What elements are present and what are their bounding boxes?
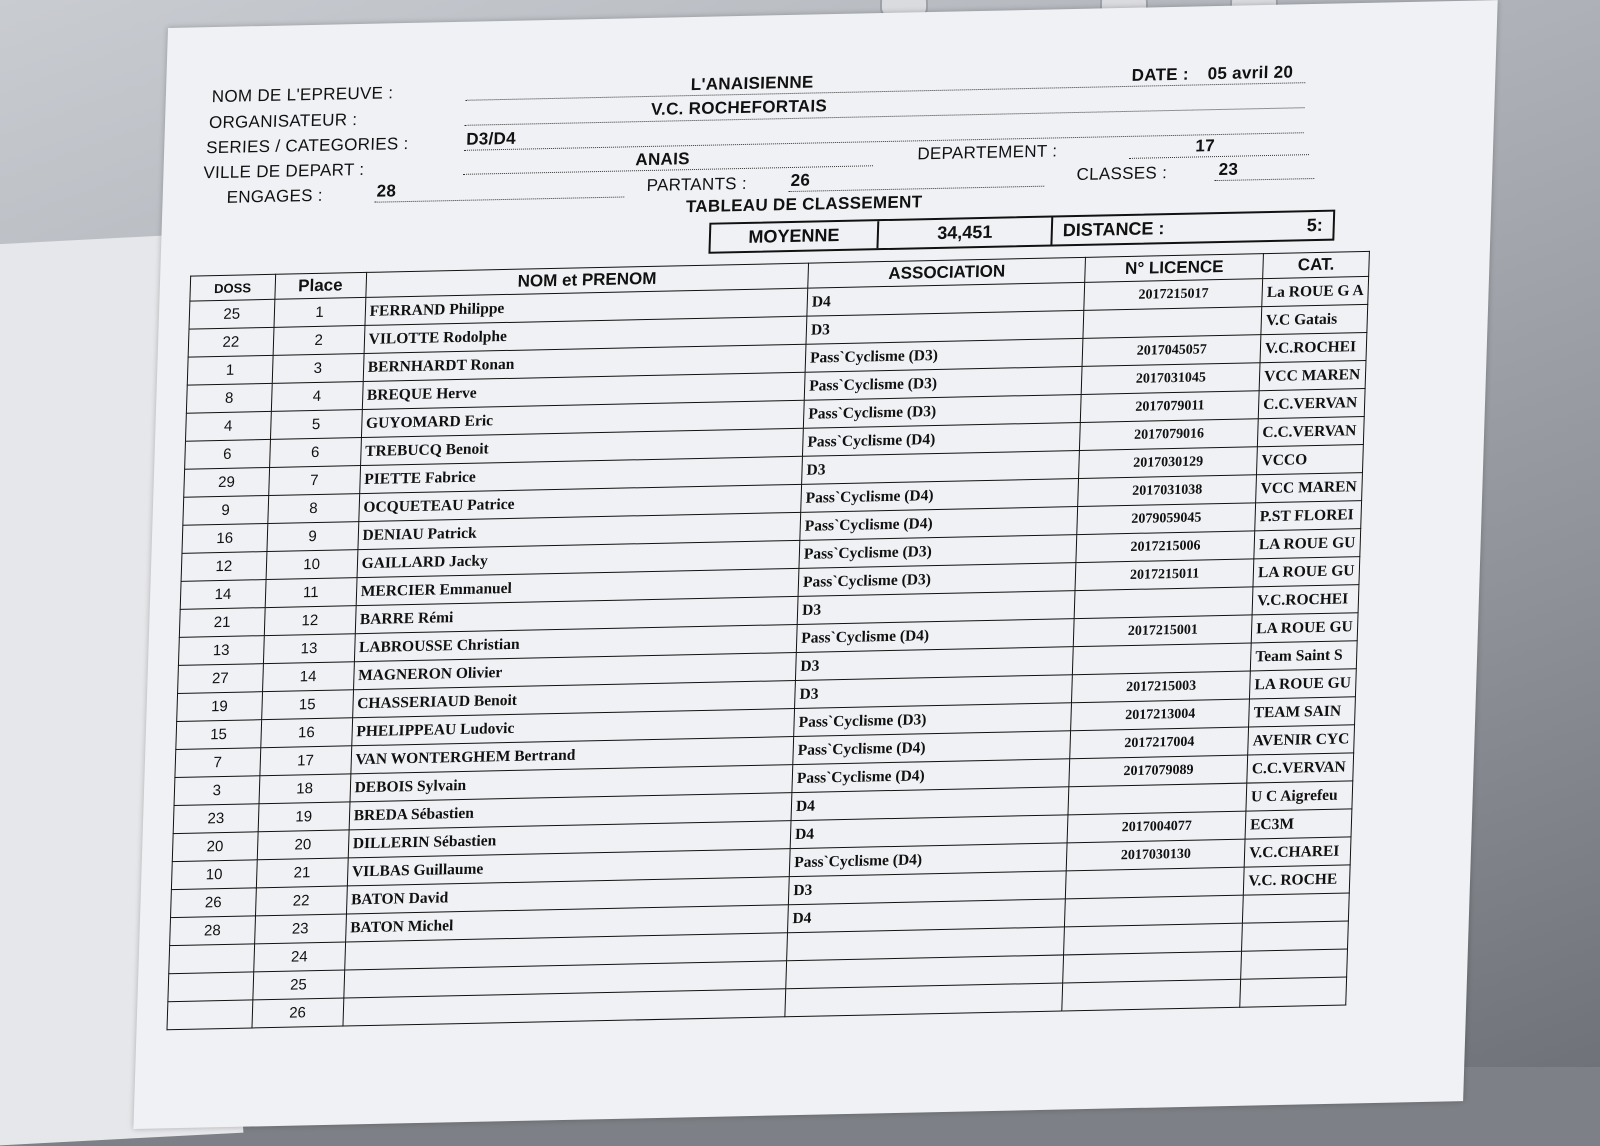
licence-cell <box>1064 923 1243 955</box>
nom-cell: GUYOMARD Eric <box>361 400 804 437</box>
nom-cell: BATON Michel <box>345 905 788 942</box>
licence-cell: 2017215006 <box>1076 531 1255 563</box>
licence-cell <box>1063 951 1242 983</box>
nom-cell: FERRAND Philippe <box>365 288 808 325</box>
association-cell: Pass`Cyclisme (D4) <box>800 507 1078 541</box>
doss-cell <box>168 972 254 1002</box>
nom-cell: TREBUCQ Benoit <box>360 428 803 465</box>
licence-cell: 2017079016 <box>1080 419 1259 451</box>
licence-cell: 2017031045 <box>1081 363 1260 395</box>
association-cell: D4 <box>790 815 1068 849</box>
place-cell: 22 <box>255 886 347 916</box>
cat-cell: V.C.CHAREI <box>1244 837 1351 867</box>
cat-cell: LA ROUE GU <box>1253 557 1360 587</box>
doss-cell: 23 <box>173 804 259 834</box>
association-cell: D4 <box>807 282 1085 316</box>
distance-cell <box>1052 212 1333 245</box>
organisateur-label: ORGANISATEUR : <box>208 110 358 133</box>
doss-cell: 19 <box>177 692 263 722</box>
engages-value: 28 <box>376 181 397 201</box>
cat-cell: TEAM SAIN <box>1249 697 1356 727</box>
distance-label: DISTANCE : <box>1062 218 1165 241</box>
series-value: D3/D4 <box>465 128 517 149</box>
place-cell: 1 <box>274 297 366 327</box>
cat-cell: C.C.VERVAN <box>1247 753 1354 783</box>
header-place: Place <box>275 272 367 299</box>
cat-cell: C.C.VERVAN <box>1257 417 1364 447</box>
cat-cell: Team Saint S <box>1250 641 1357 671</box>
header-association: ASSOCIATION <box>808 257 1086 288</box>
dotted-line <box>788 186 1044 192</box>
place-cell: 19 <box>258 802 350 832</box>
classes-label: CLASSES : <box>1076 163 1168 185</box>
nom-cell: BATON David <box>346 877 789 914</box>
dotted-line <box>1129 154 1309 159</box>
association-cell: D3 <box>795 675 1073 709</box>
ville-value: ANAIS <box>635 149 691 170</box>
licence-cell: 2017079089 <box>1069 755 1248 787</box>
doss-cell: 28 <box>170 916 256 946</box>
dotted-line <box>464 132 1304 151</box>
nom-cell: LABROUSSE Christian <box>354 624 797 661</box>
doss-cell: 6 <box>185 439 271 469</box>
place-cell: 26 <box>252 998 344 1028</box>
header-licence: N° LICENCE <box>1085 254 1264 283</box>
doss-cell: 29 <box>184 467 270 497</box>
moyenne-label: MOYENNE <box>710 221 879 252</box>
licence-cell: 2017045057 <box>1082 335 1261 367</box>
dotted-line <box>465 107 1305 126</box>
association-cell: Pass`Cyclisme (D3) <box>803 394 1081 428</box>
place-cell: 15 <box>261 690 353 720</box>
cat-cell: La ROUE G A <box>1262 276 1369 306</box>
cat-cell: EC3M <box>1245 809 1352 839</box>
licence-cell: 2017215011 <box>1075 559 1254 591</box>
association-cell: D3 <box>795 647 1073 681</box>
place-cell: 17 <box>260 746 352 776</box>
doss-cell: 7 <box>175 748 261 778</box>
licence-cell: 2017079011 <box>1081 391 1260 423</box>
association-cell: Pass`Cyclisme (D4) <box>793 731 1071 765</box>
doss-cell <box>167 1000 253 1030</box>
place-cell: 3 <box>272 353 364 383</box>
departement-label: DEPARTEMENT : <box>917 141 1058 164</box>
licence-cell <box>1065 895 1244 927</box>
place-cell: 8 <box>267 494 359 524</box>
doss-cell: 8 <box>186 383 272 413</box>
cat-cell <box>1240 977 1347 1007</box>
licence-cell: 2017215003 <box>1072 671 1251 703</box>
doss-cell: 26 <box>171 888 257 918</box>
cat-cell: VCCO <box>1257 445 1364 475</box>
results-table <box>166 251 1369 1030</box>
place-cell: 5 <box>270 410 362 440</box>
dotted-line <box>465 82 1305 101</box>
summary-box <box>708 210 1335 254</box>
licence-cell <box>1083 307 1262 339</box>
distance-value: 5: <box>1306 214 1324 236</box>
nom-cell: PIETTE Fabrice <box>359 456 802 493</box>
organisateur-value: V.C. ROCHEFORTAIS <box>650 96 828 119</box>
cat-cell <box>1242 921 1349 951</box>
nom-cell: BREQUE Herve <box>362 372 805 409</box>
association-cell: Pass`Cyclisme (D4) <box>792 759 1070 793</box>
cat-cell: V.C.ROCHEI <box>1260 332 1367 362</box>
nom-cell: MERCIER Emmanuel <box>356 568 799 605</box>
partants-value: 26 <box>790 170 811 191</box>
cat-cell: LA ROUE GU <box>1254 529 1361 559</box>
association-cell: D3 <box>788 871 1066 905</box>
cat-cell: V.C Gatais <box>1261 304 1368 334</box>
nom-cell: PHELIPPEAU Ludovic <box>351 709 794 746</box>
header-doss: DOSS <box>190 274 275 301</box>
cat-cell: VCC MAREN <box>1259 360 1366 390</box>
nom-cell: BERNHARDT Ronan <box>363 344 806 381</box>
licence-cell <box>1073 643 1252 675</box>
licence-cell: 2017213004 <box>1071 699 1250 731</box>
doss-cell: 16 <box>182 524 268 554</box>
nom-cell: DILLERIN Sébastien <box>348 821 791 858</box>
date-label: DATE : <box>1131 64 1190 85</box>
nom-value: L'ANAISIENNE <box>690 72 814 95</box>
doss-cell: 25 <box>189 299 275 329</box>
place-cell: 12 <box>264 606 356 636</box>
doss-cell: 22 <box>188 327 274 357</box>
place-cell: 4 <box>271 381 363 411</box>
cat-cell: AVENIR CYC <box>1248 725 1355 755</box>
classes-value: 23 <box>1218 159 1239 180</box>
association-cell: Pass`Cyclisme (D4) <box>796 619 1074 653</box>
licence-cell: 2017004077 <box>1067 811 1246 843</box>
licence-cell: 2017030130 <box>1067 839 1246 871</box>
doss-cell: 15 <box>176 720 262 750</box>
doss-cell: 21 <box>179 608 265 638</box>
licence-cell <box>1074 587 1253 619</box>
cat-cell: U C Aigrefeu <box>1246 781 1353 811</box>
nom-cell: VILBAS Guillaume <box>347 849 790 886</box>
nom-cell: CHASSERIAUD Benoit <box>352 681 795 718</box>
licence-cell: 2017217004 <box>1070 727 1249 759</box>
cat-cell: LA ROUE GU <box>1250 669 1357 699</box>
place-cell: 21 <box>256 858 348 888</box>
cat-cell <box>1241 949 1348 979</box>
nom-cell: VAN WONTERGHEM Bertrand <box>351 737 794 774</box>
association-cell: Pass`Cyclisme (D3) <box>798 563 1076 597</box>
doss-cell: 1 <box>187 355 273 385</box>
cat-cell: VCC MAREN <box>1256 473 1363 503</box>
doss-cell: 3 <box>174 776 260 806</box>
doss-cell: 14 <box>180 580 266 610</box>
doss-cell: 4 <box>185 411 271 441</box>
place-cell: 18 <box>259 774 351 804</box>
association-cell: Pass`Cyclisme (D3) <box>794 703 1072 737</box>
place-cell: 13 <box>263 634 355 664</box>
nom-cell: OCQUETEAU Patrice <box>358 484 801 521</box>
association-cell: Pass`Cyclisme (D4) <box>789 843 1067 877</box>
series-label: SERIES / CATEGORIES : <box>205 133 409 158</box>
doss-cell: 27 <box>178 664 264 694</box>
place-cell: 24 <box>253 942 345 972</box>
partants-label: PARTANTS : <box>646 173 748 196</box>
tableau-title: TABLEAU DE CLASSEMENT <box>685 192 923 217</box>
licence-cell: 2017031038 <box>1078 475 1257 507</box>
engages-label: ENGAGES : <box>226 185 324 207</box>
doss-cell: 13 <box>178 636 264 666</box>
nom-label: NOM DE L'EPREUVE : <box>211 83 394 107</box>
place-cell: 10 <box>266 550 358 580</box>
moyenne-value: 34,451 <box>878 218 1053 249</box>
doss-cell: 20 <box>172 832 258 862</box>
place-cell: 14 <box>262 662 354 692</box>
nom-cell: GAILLARD Jacky <box>357 540 800 577</box>
association-cell <box>785 983 1063 1017</box>
licence-cell: 2017215017 <box>1084 279 1263 311</box>
licence-cell <box>1068 783 1247 815</box>
place-cell: 11 <box>265 578 357 608</box>
cat-cell: V.C.ROCHEI <box>1252 585 1359 615</box>
licence-cell: 2079059045 <box>1077 503 1256 535</box>
licence-cell: 2017030129 <box>1079 447 1258 479</box>
place-cell: 16 <box>260 718 352 748</box>
cat-cell: C.C.VERVAN <box>1258 389 1365 419</box>
association-cell: D3 <box>797 591 1075 625</box>
association-cell: Pass`Cyclisme (D3) <box>804 366 1082 400</box>
association-cell: Pass`Cyclisme (D3) <box>799 535 1077 569</box>
place-cell: 25 <box>253 970 345 1000</box>
association-cell: Pass`Cyclisme (D3) <box>805 338 1083 372</box>
nom-cell: VILOTTE Rodolphe <box>364 316 807 353</box>
association-cell: D4 <box>791 787 1069 821</box>
nom-cell: DEBOIS Sylvain <box>350 765 793 802</box>
association-cell: D3 <box>806 310 1084 344</box>
results-sheet <box>133 0 1497 1129</box>
doss-cell: 10 <box>171 860 257 890</box>
place-cell: 9 <box>267 522 359 552</box>
nom-cell: BARRE Rémi <box>355 596 798 633</box>
place-cell: 2 <box>273 325 365 355</box>
place-cell: 23 <box>254 914 346 944</box>
doss-cell: 12 <box>181 552 267 582</box>
nom-cell: BREDA Sébastien <box>349 793 792 830</box>
licence-cell: 2017215001 <box>1074 615 1253 647</box>
licence-cell <box>1062 979 1241 1011</box>
cat-cell <box>1243 893 1350 923</box>
place-cell: 7 <box>268 466 360 496</box>
licence-cell <box>1066 867 1245 899</box>
cat-cell: P.ST FLOREI <box>1255 501 1362 531</box>
header-cat: CAT. <box>1263 251 1370 278</box>
cat-cell: LA ROUE GU <box>1251 613 1358 643</box>
place-cell: 6 <box>269 438 361 468</box>
departement-value: 17 <box>1195 136 1216 156</box>
header-nom: NOM et PRENOM <box>366 263 809 297</box>
doss-cell <box>169 944 255 974</box>
association-cell: D4 <box>788 899 1066 933</box>
association-cell: Pass`Cyclisme (D4) <box>803 422 1081 456</box>
nom-cell: MAGNERON Olivier <box>353 652 796 689</box>
ville-label: VILLE DE DEPART : <box>203 159 365 183</box>
date-value: 05 avril 20 <box>1207 62 1294 84</box>
place-cell: 20 <box>257 830 349 860</box>
cat-cell: V.C. ROCHE <box>1243 865 1350 895</box>
association-cell: Pass`Cyclisme (D4) <box>801 479 1079 513</box>
association-cell: D3 <box>802 450 1080 484</box>
nom-cell: DENIAU Patrick <box>358 512 801 549</box>
doss-cell: 9 <box>183 496 269 526</box>
dotted-line <box>374 196 624 202</box>
